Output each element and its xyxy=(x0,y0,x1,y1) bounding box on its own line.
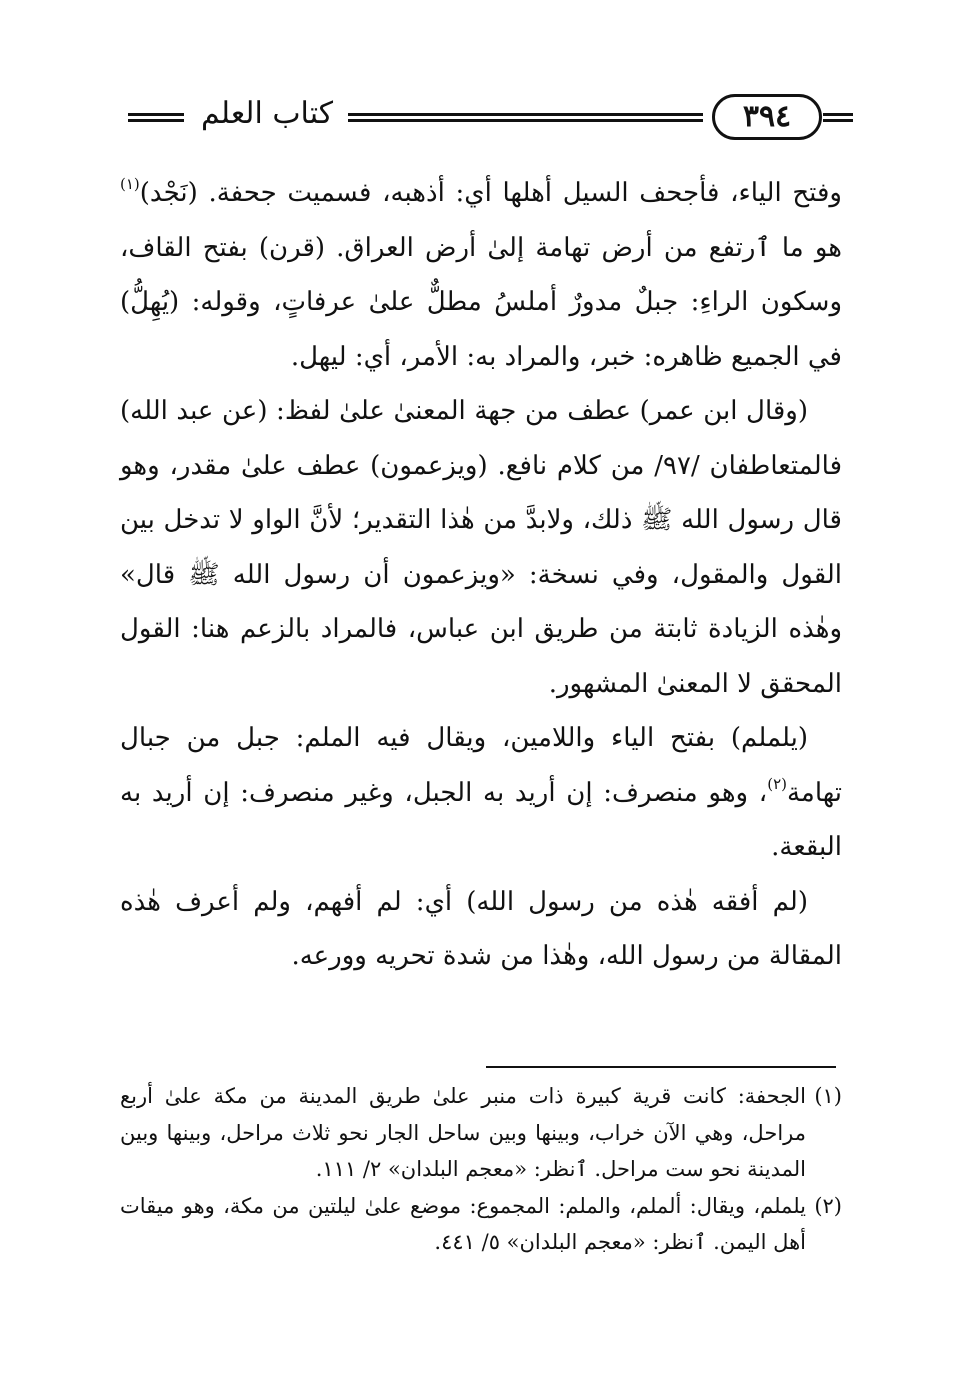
footnote-2-text: يلملم، ويقال: ألملم، والملم: المجموع: موضع علىٰ ليلتين من مكة، وهو ميقات أهل اليمن. ٱنظر: «معجم البلدان» ٥/ ٤٤١. xyxy=(120,1193,806,1254)
footnote-ref-2: (٢) xyxy=(767,774,787,793)
footnote-1-text: الجحفة: كانت قرية كبيرة ذات منبر علىٰ طريق المدينة من مكة علىٰ أربع مراحل، وهي الآن خراب، وبينها وبين ساحل الجار نحو ثلاث مراحل، وبينها وبين المدينة نحو ست مراحل. ٱنظر: «معجم البلدان» ٢/ ١١١. xyxy=(120,1084,806,1181)
page-number: ٣٩٤ xyxy=(712,94,822,140)
paragraph-1-continuation: هو ما ٱرتفع من أرض تهامة إلىٰ أرض العراق. (قرن) بفتح القاف، وسكون الراءِ: جبلٌ مدورٌ أملسُ مطلٌّ علىٰ عرفاتٍ، وقوله: (يُهِلُّ) في الجميع ظاهره: خبر، والمراد به: الأمر، أي: ليهل. xyxy=(120,232,842,372)
paragraph-2: (وقال ابن عمر) عطف من جهة المعنىٰ علىٰ لفظ: (عن عبد الله) فالمتعاطفان /٩٧/ من كلام نافع. (ويزعمون) عطف علىٰ مقدر، وهو قال رسول الله ﷺ ذلك، ولابدَّ من هٰذا التقدير؛ لأنَّ الواو لا تدخل بين القول والمقول، وفي نسخة: «ويزعمون أن رسول الله ﷺ قال» وهٰذه الزيادة ثابتة من طريق ابن عباس، فالمراد بالزعم هنا: القول المحقق لا المعنىٰ المشهور. xyxy=(120,396,842,699)
chapter-title: كتاب العلم xyxy=(200,96,334,131)
paragraph-3-continuation: ، وهو منصرف: إن أريد به الجبل، وغير منصرف: إن أريد به البقعة. xyxy=(120,777,842,862)
header-rule-right xyxy=(823,113,853,122)
header-rule-left xyxy=(128,113,184,122)
footnote-1-number: (١) xyxy=(814,1084,842,1108)
footnote-separator xyxy=(486,1066,836,1068)
main-text xyxy=(120,166,842,984)
footnote-2-number: (٢) xyxy=(814,1193,842,1218)
paragraph-1-text: وفتح الياء، فأجحف السيل أهلها أي: أذهبه، فسميت جحفة. (نَجْد) xyxy=(139,178,842,208)
paragraph-1 xyxy=(120,166,842,384)
footnotes xyxy=(120,1078,842,1261)
footnote-2 xyxy=(120,1188,842,1261)
footnote-1 xyxy=(120,1078,842,1188)
paragraph-3 xyxy=(120,711,842,875)
header-rule-middle xyxy=(348,113,703,122)
page-header xyxy=(120,92,842,148)
footnote-ref-1: (١) xyxy=(120,175,140,193)
paragraph-3-text: (يلملم) بفتح الياء واللامين، ويقال فيه الملم: جبل من جبال تهامة xyxy=(120,723,842,808)
paragraph-4: (لم أفقه هٰذه من رسول الله) أي: لم أفهم، ولم أعرف هٰذه المقالة من رسول الله، وهٰذا من شدة تحريه وورعه. xyxy=(120,886,842,971)
